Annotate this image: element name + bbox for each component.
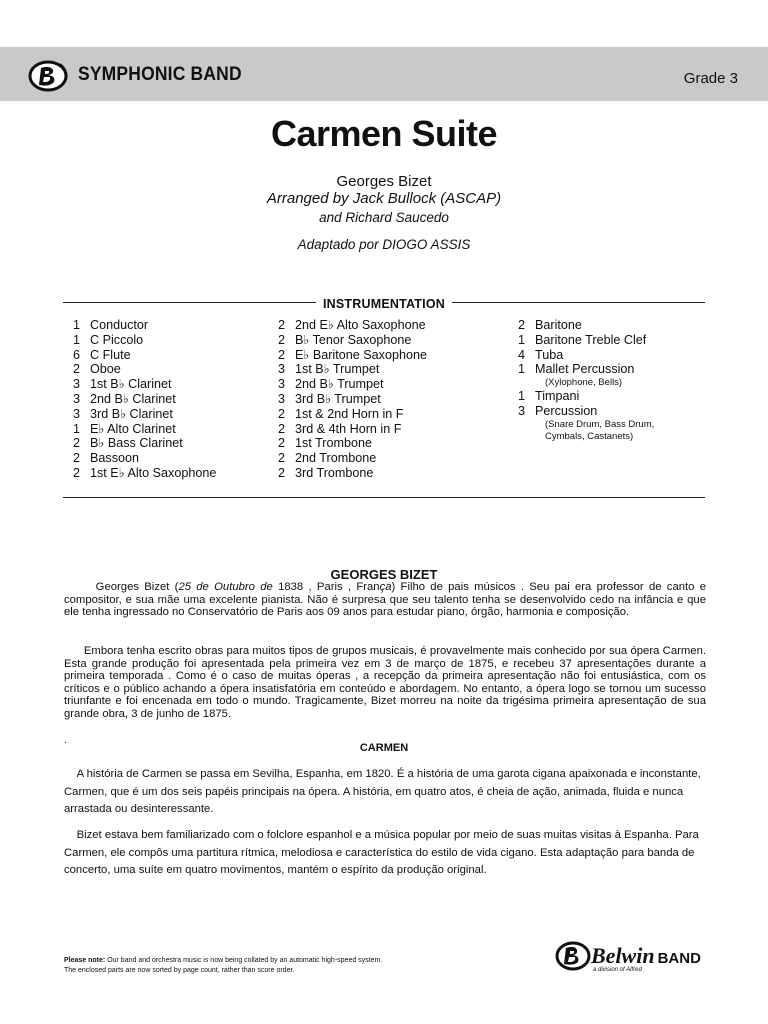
instrument-name: B♭ Bass Clarinet: [90, 436, 183, 451]
instrument-row: [278, 362, 427, 377]
publisher-band-label: BAND: [657, 949, 701, 967]
publisher-name: Belwin: [591, 943, 655, 968]
instrument-quantity: 2: [73, 436, 81, 451]
instrument-quantity: 2: [278, 451, 286, 466]
instrument-row: [518, 389, 654, 404]
instrument-name: Percussion: [535, 403, 598, 418]
instrument-row: [73, 318, 216, 333]
carmen-paragraph-1: [64, 766, 708, 819]
instrument-quantity: 2: [73, 465, 81, 480]
instrument-name: 3rd B♭ Trumpet: [295, 391, 381, 406]
instrument-row: [73, 436, 216, 451]
series-title: SYMPHONIC BAND: [78, 64, 242, 85]
instrument-row: [278, 466, 427, 481]
instrument-name: Timpani: [535, 389, 580, 404]
instrument-row: [278, 318, 427, 333]
note-line-2: The enclosed parts are now sorted by page count, rather than score order.: [64, 967, 295, 974]
instrument-quantity: 1: [73, 318, 81, 332]
bio-paragraph-1: [64, 581, 706, 619]
instrument-row: [518, 362, 654, 377]
composer: Georges Bizet: [336, 173, 432, 190]
instrument-row: [73, 392, 216, 407]
instrument-name: Baritone: [535, 318, 582, 332]
instrument-row: [278, 377, 427, 392]
instrument-row: [73, 422, 216, 437]
publisher-logo: [555, 940, 701, 972]
instrument-row: [278, 436, 427, 451]
carmen-heading: CARMEN: [359, 742, 409, 754]
instrument-name: 1st Trombone: [295, 436, 373, 451]
publisher-division: a division of Alfred: [593, 967, 642, 973]
instrument-row: [73, 407, 216, 422]
instrument-quantity: 1: [73, 421, 81, 436]
instrument-row: [518, 333, 654, 348]
instrument-quantity: 3: [278, 377, 286, 392]
bio-p1-ca: ça: [379, 581, 392, 593]
instrument-quantity: 1: [518, 362, 526, 377]
instrument-quantity: 3: [278, 391, 286, 406]
instrument-quantity: 2: [278, 465, 286, 480]
belwin-band-logo-icon: [555, 940, 591, 972]
instrument-name: Conductor: [90, 318, 149, 332]
instrument-name: 2nd B♭ Trumpet: [295, 377, 384, 392]
instrument-quantity: 1: [518, 332, 526, 347]
instrument-quantity: 4: [518, 347, 526, 362]
instrument-quantity: 1: [518, 389, 526, 404]
instrument-name: C Piccolo: [90, 332, 144, 347]
instrument-quantity: 3: [518, 403, 526, 418]
instrument-name: C Flute: [90, 347, 131, 362]
carmen-paragraph-2: [64, 827, 708, 880]
instrument-column-1: [73, 318, 216, 481]
instrument-name: Bassoon: [90, 451, 140, 466]
instrument-quantity: 3: [73, 406, 81, 421]
bio-heading: GEORGES BIZET: [330, 567, 438, 582]
instrument-detail: (Xylophone, Bells): [545, 377, 623, 389]
carmen-p1-text: A história de Carmen se passa em Sevilha, Espanha, em 1820. É a história de uma garota cigana apaixonada e inconstante, Carmen, que é um dos seis papéis principais na ópera. A história, em quatro atos, é cheia de ação, animada, fluida e nunca arrastada ou desinteressante.: [64, 768, 701, 815]
instrument-name: 1st B♭ Clarinet: [90, 377, 172, 392]
instrument-row: [73, 466, 216, 481]
instrument-row: [278, 422, 427, 437]
instrument-row: [518, 348, 654, 363]
collation-note: [64, 956, 382, 976]
bio-p1-date: 25 de Outubro de: [178, 581, 273, 593]
instrument-name: Oboe: [90, 362, 121, 377]
instrument-quantity: 2: [278, 347, 286, 362]
instrument-column-2: [278, 318, 427, 481]
note-line-1: Our band and orchestra music is now being collated by an automatic high-speed system.: [105, 957, 383, 964]
instrument-row: [73, 451, 216, 466]
instrument-quantity: 2: [278, 421, 286, 436]
instrument-name: 1st B♭ Trumpet: [295, 362, 380, 377]
instrument-row: [278, 348, 427, 363]
co-arranger: and Richard Saucedo: [319, 210, 449, 225]
bio-p1-b: 1838 , Paris , Fran: [272, 581, 380, 593]
instrumentation-heading-text: INSTRUMENTATION: [316, 297, 452, 311]
instrument-row: [278, 451, 427, 466]
instrument-quantity: 1: [73, 332, 81, 347]
instrument-name: B♭ Tenor Saxophone: [295, 332, 412, 347]
instrument-name: E♭ Baritone Saxophone: [295, 347, 427, 362]
instrument-detail: Cymbals, Castanets): [545, 430, 634, 442]
instrument-row: [73, 333, 216, 348]
bio-p1-c: ) Filho de pais músicos . Seu pai era professor de canto e compositor, e sua mãe uma excelente pianista. Não é surpresa que seu talento tenha se desenvolvido cedo na infância e que ele tenha ingressado no Conservatório de Paris aos 09 anos para estudar piano, órgão, harmonia e composição.: [64, 581, 707, 619]
instrument-quantity: 2: [278, 406, 286, 421]
instrument-name: 1st E♭ Alto Saxophone: [90, 465, 217, 480]
belwin-logo-icon: [28, 60, 72, 92]
instrument-quantity: 3: [73, 377, 81, 392]
stray-dot: .: [64, 734, 68, 746]
instrument-name: 3rd & 4th Horn in F: [295, 421, 402, 436]
instrument-row: [278, 407, 427, 422]
instrument-quantity: 3: [73, 391, 81, 406]
instrument-row: [278, 392, 427, 407]
instrument-name: 2nd Trombone: [295, 451, 377, 466]
instrument-name: Tuba: [535, 347, 564, 362]
instrument-row: [518, 318, 654, 333]
instrument-detail: (Snare Drum, Bass Drum,: [545, 418, 655, 430]
instrument-row: [73, 362, 216, 377]
instrument-name: 2nd B♭ Clarinet: [90, 391, 176, 406]
instrument-quantity: 2: [518, 318, 526, 332]
instrument-row: [278, 333, 427, 348]
instrumentation-heading: [0, 295, 768, 313]
arranger: Arranged by Jack Bullock (ASCAP): [266, 190, 502, 207]
instrument-quantity: 6: [73, 347, 81, 362]
instrument-quantity: 3: [278, 362, 286, 377]
bio-p1-a: Georges Bizet (: [95, 581, 179, 593]
instrument-quantity: 2: [278, 436, 286, 451]
carmen-p2-text: Bizet estava bem familiarizado com o folclore espanhol e a música popular por meio de suas muitas visitas à Espanha. Para Carmen, ele compôs uma partitura rítmica, melodiosa e característica do estilo de vida cigano. Esta adaptação para banda de concerto, uma suíte em quatro movimentos, mantém o espírito da produção original.: [64, 829, 699, 876]
instrument-quantity: 2: [73, 362, 81, 377]
instrument-name: 3rd B♭ Clarinet: [90, 406, 173, 421]
instrument-row: [73, 348, 216, 363]
instrument-name: E♭ Alto Clarinet: [90, 421, 176, 436]
instrument-name: 3rd Trombone: [295, 465, 374, 480]
adapter: Adaptado por DIOGO ASSIS: [297, 237, 471, 252]
instrument-column-3: [518, 318, 654, 443]
instrumentation-rule-bottom: [63, 497, 705, 498]
instrument-quantity: 2: [73, 451, 81, 466]
note-label: Please note:: [64, 957, 106, 964]
instrument-quantity: 2: [278, 318, 286, 332]
instrument-name: 2nd E♭ Alto Saxophone: [295, 318, 426, 332]
instrument-name: Baritone Treble Clef: [535, 332, 647, 347]
piece-title: Carmen Suite: [270, 113, 498, 154]
instrument-row: [73, 377, 216, 392]
instrument-quantity: 2: [278, 332, 286, 347]
instrument-row: [518, 404, 654, 419]
instrument-name: Mallet Percussion: [535, 362, 635, 377]
instrument-name: 1st & 2nd Horn in F: [295, 406, 404, 421]
bio-paragraph-2: [64, 645, 706, 721]
grade-label: Grade 3: [683, 70, 738, 87]
bio-p2-text: Embora tenha escrito obras para muitos tipos de grupos musicais, é provavelmente mais conhecido por sua ópera Carmen. Esta grande produção foi apresentada pela primeira vez em 3 de março de 1875, e recebeu 37 apresentações durante a primeira temporada . Como é o caso de muitas óperas , a recepção da primeira apresentação não foi entusiástica, com os críticos e o público achando a ópera insatisfatória em conteúdo e abordagem. No entanto, a ópera logo se tornou um sucesso triunfante e foi encenada em todo o mundo. Tragicamente, Bizet morreu na noite da trigésima primeira apresentação de sua grande obra, 3 de junho de 1875.: [64, 645, 706, 720]
